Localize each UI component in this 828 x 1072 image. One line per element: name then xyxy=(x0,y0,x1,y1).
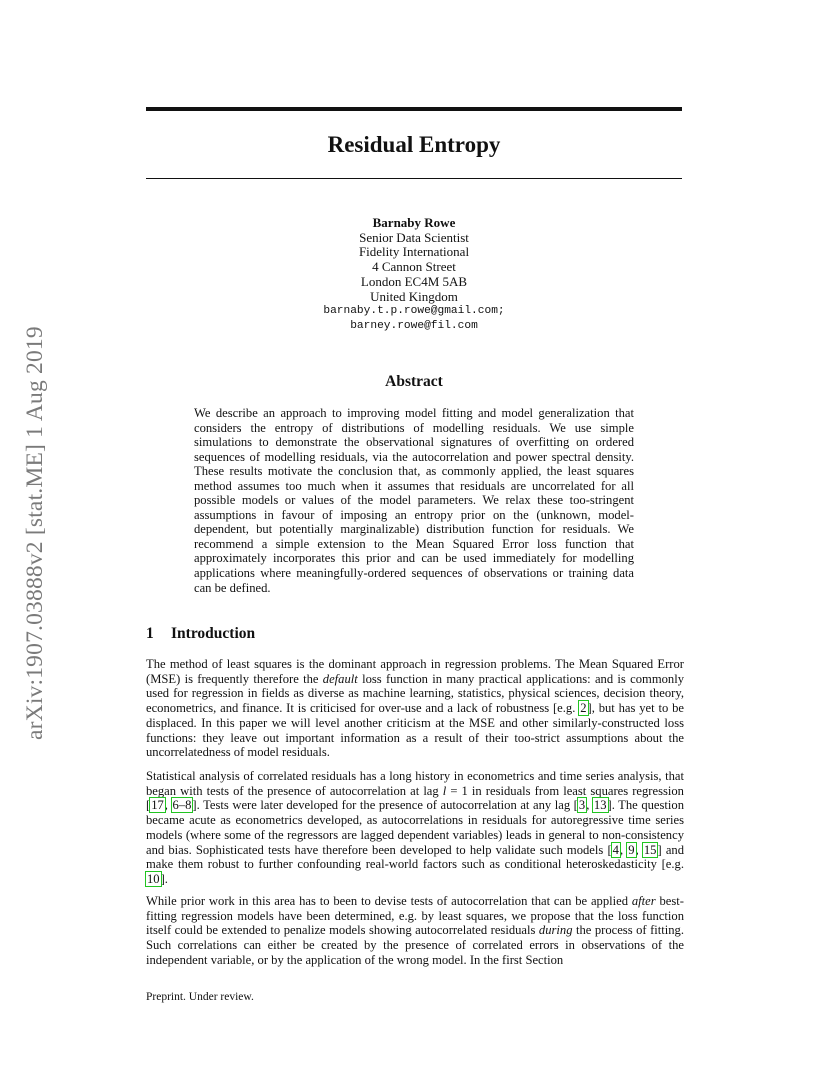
author-organization: Fidelity International xyxy=(358,244,470,260)
citation-link[interactable]: 13 xyxy=(593,798,607,813)
footer-note: Preprint. Under review. xyxy=(146,991,254,1003)
abstract-heading: Abstract xyxy=(385,373,443,390)
title-top-rule xyxy=(146,107,682,111)
citation-link[interactable]: 3 xyxy=(578,798,586,813)
citation-link[interactable]: 10 xyxy=(147,871,160,886)
author-street: 4 Cannon Street xyxy=(372,259,456,275)
intro-paragraph-3: While prior work in this area has to been to devise tests of autocorrelation that can be applied after best-fitting regression models have been determined, e.g. by least squares, we propose that the loss function itself could be extended to penalize models showing autocorrelated residuals during the process of fitting. Such correlations can either be created by the presence of correlated errors in observations of the independent variable, or by the application of the wrong model. In the first Section xyxy=(146,894,684,967)
section-number: 1 xyxy=(146,625,154,642)
author-city: London EC4M 5AB xyxy=(360,273,468,289)
citation-link[interactable]: 6–8 xyxy=(172,798,192,813)
emphasis-default: default xyxy=(322,671,358,686)
title-bottom-rule xyxy=(146,178,682,179)
abstract-text: We describe an approach to improving model fitting and model generalization that considers the entropy of distributions of modelling residuals. We use simple simulations to demonstrate the observational signatures of overfitting on ordered sequences of modelling residuals, via the autocorrelation and power spectral density. These results motivate the conclusion that, as commonly applied, the least squares method assumes too much when it assumes that residuals are uncorrelated for all possible models or values of the model parameters. We relax these too-stringent assumptions in favour of imposing an entropy prior on the (unknown, model-dependent, but potentially marginalizable) distribution function for residuals. We recommend a simple extension to the Mean Squared Error loss function that approximately incorporates this prior and can be used immediately for modelling applications where meaningfully-ordered sequences of observations or training data can be defined. xyxy=(194,406,634,595)
paper-title: Residual Entropy xyxy=(327,132,501,157)
author-position: Senior Data Scientist xyxy=(359,229,469,245)
intro-paragraph-2: Statistical analysis of correlated residuals has a long history in econometrics and time series analysis, that began with tests of the presence of autocorrelation at lag l = 1 in residuals from least squares regression [17, 6–8]. Tests were later developed for the presence of autocorrelation at any lag [3, 13]. The question became acute as econometrics developed, as autocorrelations in residuals for autoregressive time series models (where some of the regressors are lagged dependent variables) leads in general to non-consistency and bias. Sophisticated tests have therefore been developed to help validate such models [4, 9, 15] and make them robust to further confounding real-world factors such as conditional heteroskedasticity [e.g. 10]. xyxy=(146,769,685,886)
author-country: United Kingdom xyxy=(370,288,458,304)
section-heading xyxy=(146,624,255,644)
section-title: Introduction xyxy=(171,625,256,642)
emphasis-after: after xyxy=(631,894,656,908)
intro-paragraph-1: The method of least squares is the dominant approach in regression problems. The Mean Squared Error (MSE) is frequently therefore the default loss function in many practical applications: and is commonly used for regression in fields as diverse as machine learning, statistics, physical sciences, decision theory, econometrics, and finance. It is criticised for over-use and a lack of robustness [e.g. 2], but has yet to be displaced. In this paper we will level another criticism at the MSE and other similarly-constructed loss functions: they leave out important information as a result of their too-strict assumptions about the uncorrelatedness of model residuals. xyxy=(146,657,685,760)
citation-link[interactable]: 9 xyxy=(628,842,635,857)
emphasis-during: during xyxy=(538,923,573,938)
citation-link[interactable]: 4 xyxy=(612,842,619,857)
arxiv-identifier: arXiv:1907.03888v2 [stat.ME] 1 Aug 2019 xyxy=(22,326,48,740)
author-name: Barnaby Rowe xyxy=(372,215,456,230)
citation-link[interactable]: 15 xyxy=(643,842,657,857)
author-block xyxy=(146,216,682,334)
math-lag-variable: l xyxy=(442,783,447,798)
author-email-2[interactable]: barney.rowe@fil.com xyxy=(350,319,478,332)
citation-link[interactable]: 17 xyxy=(151,798,164,813)
author-email-1[interactable]: barnaby.t.p.rowe@gmail.com; xyxy=(323,305,505,318)
citation-link[interactable]: 2 xyxy=(580,701,587,716)
